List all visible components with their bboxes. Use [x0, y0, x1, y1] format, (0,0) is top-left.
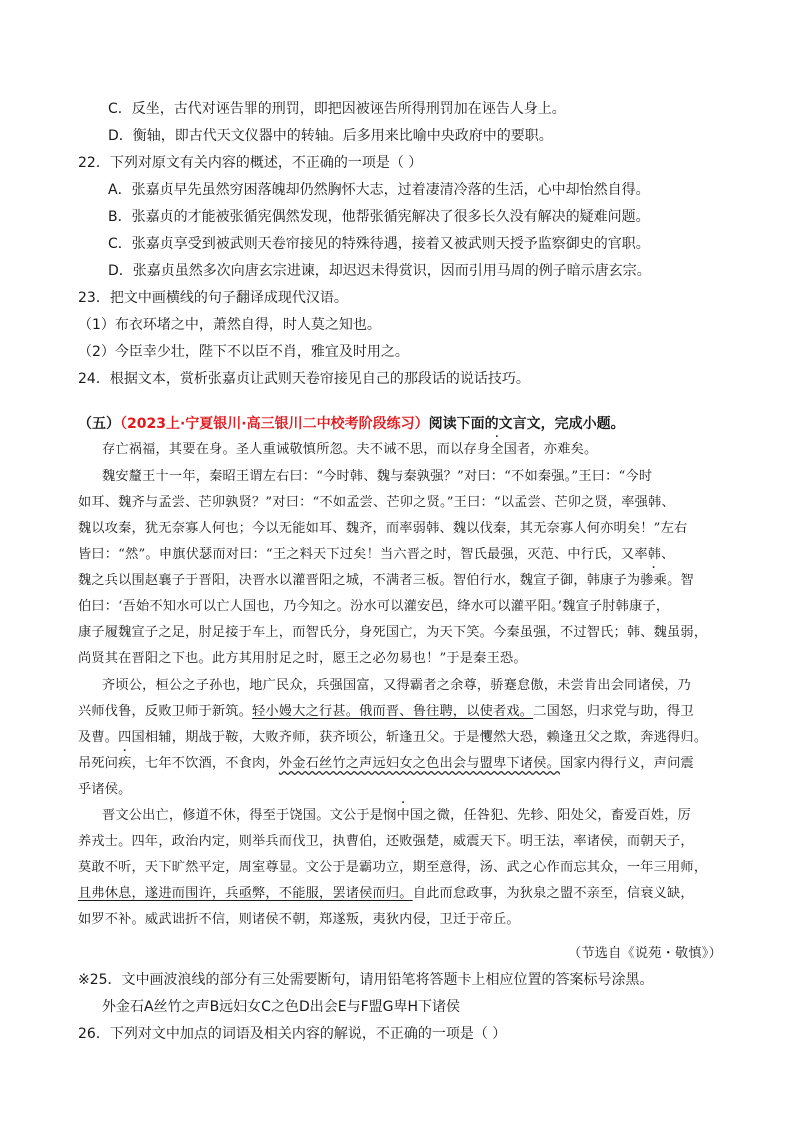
passage-line: 魏安釐王十一年，秦昭王谓左右曰：“今时韩、魏与秦孰强？”对曰：“不如秦强。”王曰：“今时	[102, 469, 653, 484]
passage-line: 晋文公出亡，修道不休，得至于饶国。文公于是悯中国之微，任咎犯、先轸、阳处父，畜爱百姓，厉	[102, 808, 692, 823]
q21-option-c: C．反坐，古代对诬告罪的刑罚，即把因被诬告所得刑罚加在诬告人身上。	[108, 101, 566, 117]
section-source: （2023上·宁夏银川·高三银川二中校考阶段练习）	[120, 416, 429, 432]
q24-stem: 24．根据文本，赏析张嘉贞让武则天卷帘接见自己的那段话的说话技巧。	[78, 371, 530, 387]
dotted-word: 疾	[118, 756, 132, 771]
passage-line: 存亡祸福，其要在身。圣人重诫敬慎所忽。夫不诫不思，而以存身全国者，亦难矣。	[102, 442, 598, 457]
dotted-word: 全	[490, 442, 504, 457]
q23-stem: 23．把文中画横线的句子翻译成现代汉语。	[78, 290, 348, 306]
passage-line: 如耳、魏齐与孟尝、芒卯孰贤？”对曰：“不如孟尝、芒卯之贤。”王曰：“以孟尝、芒卯之贤，率强韩、	[78, 495, 675, 510]
q21-option-d: D．衡轴，即古代天文仪器中的转轴。后多用来比喻中央政府中的要职。	[108, 128, 553, 144]
q22-option-d: D．张嘉贞虽然多次向唐玄宗进谏，却迟迟未得赏识，因而引用马周的例子暗示唐玄宗。	[108, 263, 651, 279]
passage-line: 吊死问疾，七年不饮酒，不食肉，外金石丝竹之声远妇女之色出会与盟卑下诸侯。国家内得行义，声问震	[78, 756, 694, 771]
q22-option-c: C．张嘉贞享受到被武则天卷帘接见的特殊待遇，接着又被武则天授予监察御史的官职。	[108, 236, 650, 252]
q25-options: 外金石A丝竹之声B远妇女C之色D出会E与F盟G卑H下诸侯	[102, 999, 461, 1015]
passage-line: 康子履魏宣子之足，肘足接于车上，而智氏分，身死国亡，为天下笑。今秦虽强，不过智氏；韩、魏虽弱，	[78, 625, 708, 640]
passage-line: 养戎士。四年，政治内定，则举兵而伐卫，执曹伯，还败强楚，威震天下。明王法，率诸侯，而朝天子，	[78, 834, 694, 849]
underlined-sentence: 且弗休息，遂进而围许，兵亟弊，不能服，罢诸侯而归。	[78, 886, 413, 901]
q25-stem: ※25．文中画波浪线的部分有三处需要断句，请用铅笔将答题卡上相应位置的答案标号涂黑。	[78, 972, 654, 988]
q26-stem: 26．下列对文中加点的词语及相关内容的解说，不正确的一项是（ ）	[78, 1026, 507, 1042]
q22-option-b: B．张嘉贞的才能被张循宪偶然发现，他帮张循宪解决了很多长久没有解决的疑难问题。	[108, 209, 650, 225]
passage-line: 如罗不补。威武诎折不信，则诸侯不朝，郑遂叛，夷狄内侵，卫迁于帝丘。	[78, 912, 520, 927]
section-heading	[78, 414, 625, 434]
section-instruction: 阅读下面的文言文，完成小题。	[428, 416, 625, 432]
passage-line: 且弗休息，遂进而围许，兵亟弊，不能服，罢诸侯而归。自此而怠政事，为狄泉之盟不亲至，信衰义缺，	[78, 886, 694, 901]
passage-line: 莫敢不听，天下旷然平定，周室尊显。文公于是霸功立，期至意得，汤、武之心作而忘其众，一年三用师，	[78, 860, 708, 875]
passage-line: 魏之兵以围赵襄子于晋阳，决晋水以灌晋阳之城，不满者三板。智伯行水，魏宣子御，韩康子为骖乘。智	[78, 573, 694, 588]
passage-line: 齐顷公，桓公之子孙也，地广民众，兵强国富，又得霸者之余尊，骄蹇怠傲，未尝肯出会同诸侯，乃	[102, 678, 692, 693]
q23-sentence-1: （1）布衣环堵之中，萧然自得，时人莫之知也。	[78, 317, 381, 333]
dotted-word: 骖乘	[640, 573, 668, 588]
q22-stem: 22．下列对原文有关内容的概述，不正确的一项是（ ）	[78, 155, 423, 171]
q22-option-a: A．张嘉贞早先虽然穷困落魄却仍然胸怀大志，过着凄清冷落的生活，心中却怡然自得。	[108, 182, 650, 198]
wavy-sentence: 外金石丝竹之声远妇女之色出会与盟卑下诸侯。	[278, 756, 560, 771]
passage-line: 皆曰：“然”。申旗伏瑟而对曰：“王之料天下过矣！当六晋之时，智氏最强，灭范、中行氏，又率韩、	[78, 547, 675, 562]
passage-line: 伯曰：‘吾始不知水可以亡人国也，乃今知之。汾水可以灌安邑，绛水可以灌平阳。’魏宣子肘韩康子，	[78, 599, 670, 614]
passage-source: （节选自《说苑・敬慎》）	[567, 946, 722, 961]
dotted-word: 中	[396, 808, 410, 823]
q23-sentence-2: （2）今臣幸少壮，陛下不以臣不肖，雅宜及时用之。	[78, 344, 409, 360]
passage-line: 兴师伐鲁，反败卫师于新筑。轻小嫚大之行甚。俄而晋、鲁往聘，以使者戏。二国怒，归求党与助，得卫	[78, 704, 694, 719]
passage-line: 乎诸侯。	[78, 782, 132, 797]
passage-line: 尚贤其在晋阳之下也。此方其用肘足之时，愿王之必勿易也！”于是秦王恐。	[78, 651, 527, 666]
underlined-sentence: 轻小嫚大之行甚。俄而晋、鲁往聘，以使者戏。	[252, 704, 534, 719]
passage-line: 及曹。四国相辅，期战于鞍，大败齐师，获齐顷公，斩逢丑父。于是戄然大恐，赖逢丑父之欺，奔逃得归。	[78, 730, 708, 745]
passage-line: 魏以攻秦，犹无奈寡人何也；今以无能如耳、魏齐，而率弱韩、魏以伐秦，其无奈寡人何亦明矣！”左右	[78, 521, 688, 536]
section-label: （五）	[78, 416, 120, 432]
